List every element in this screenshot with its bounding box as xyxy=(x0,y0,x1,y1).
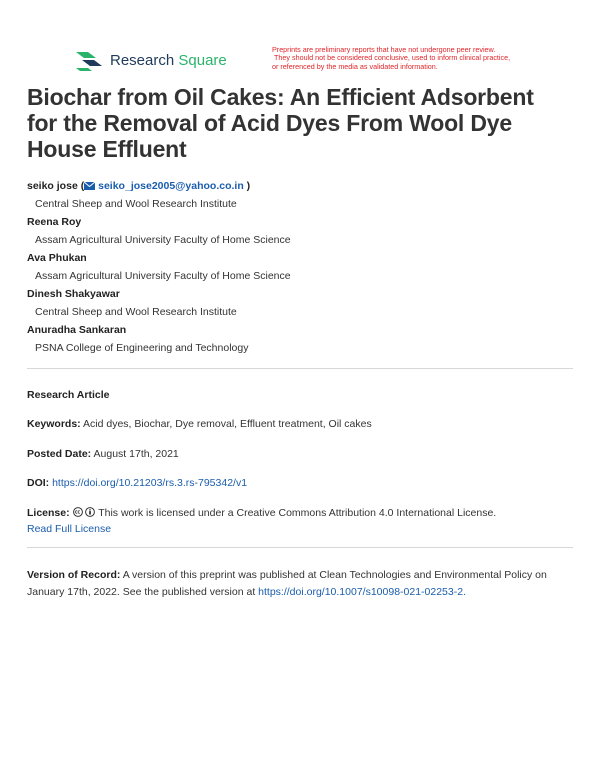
posted-date-value: August 17th, 2021 xyxy=(93,448,179,460)
keywords-label: Keywords: xyxy=(27,418,81,430)
divider xyxy=(27,368,573,369)
author-affiliation: Central Sheep and Wool Research Institute xyxy=(35,306,237,318)
author-name: Dinesh Shakyawar xyxy=(27,288,120,300)
logo-text xyxy=(110,52,227,69)
license-label: License: xyxy=(27,507,70,519)
creative-commons-icon xyxy=(73,507,83,517)
doi-link[interactable]: https://doi.org/10.21203/rs.3.rs-795342/v1 xyxy=(52,477,248,489)
logo-word-square: Square xyxy=(178,51,227,69)
author-affiliation: Central Sheep and Wool Research Institute xyxy=(35,198,237,210)
author-affiliation: Assam Agricultural University Faculty of Home Science xyxy=(35,234,291,246)
keywords-value: Acid dyes, Biochar, Dye removal, Effluent treatment, Oil cakes xyxy=(83,418,372,430)
disclaimer-line: or referenced by the media as validated information. xyxy=(272,61,438,71)
article-type xyxy=(27,387,573,403)
header xyxy=(74,46,574,76)
author-name-text: seiko jose xyxy=(27,180,78,192)
divider xyxy=(27,547,573,548)
license xyxy=(27,505,573,537)
author-affiliation: Assam Agricultural University Faculty of Home Science xyxy=(35,270,291,282)
posted-date-label: Posted Date: xyxy=(27,448,92,460)
preprint-disclaimer xyxy=(272,46,572,71)
disclaimer-line: Preprints are preliminary reports that have not undergone peer review. xyxy=(272,45,496,54)
author-name: Ava Phukan xyxy=(27,252,87,264)
logo-word-research: Research xyxy=(110,51,175,69)
article-type-label: Research Article xyxy=(27,389,110,401)
license-text: This work is licensed under a Creative Commons Attribution 4.0 International License. xyxy=(98,507,497,519)
author-name: Reena Roy xyxy=(27,216,82,228)
disclaimer-line: They should not be considered conclusive, used to inform clinical practice, xyxy=(274,53,511,63)
posted-date xyxy=(27,446,573,462)
keywords xyxy=(27,416,573,432)
attribution-icon xyxy=(85,507,95,517)
envelope-icon xyxy=(84,182,95,190)
research-square-logo[interactable] xyxy=(74,48,227,72)
version-of-record xyxy=(27,567,573,601)
version-of-record-text: A version of this preprint was published at Clean Technologies and Environmental Policy on January 17th, 2022. See the published version at xyxy=(27,569,547,598)
doi xyxy=(27,475,573,491)
paper-title: Biochar from Oil Cakes: An Efficient Adsorbent for the Removal of Acid Dyes From Wool Dye House Effluent xyxy=(27,84,534,162)
published-version-link[interactable]: https://doi.org/10.1007/s10098-021-02253-2. xyxy=(258,586,466,598)
author-name: seiko jose ( seiko_jose2005@yahoo.co.in ) xyxy=(27,180,251,192)
read-full-license-link[interactable]: Read Full License xyxy=(27,523,112,535)
author-email-link[interactable]: seiko_jose2005@yahoo.co.in xyxy=(98,180,244,192)
doi-label: DOI: xyxy=(27,477,50,489)
research-square-logo-icon xyxy=(74,48,104,72)
version-of-record-label: Version of Record: xyxy=(27,569,121,581)
author-name: Anuradha Sankaran xyxy=(27,324,127,336)
author-list xyxy=(27,180,567,360)
author-affiliation: PSNA College of Engineering and Technology xyxy=(35,342,249,354)
